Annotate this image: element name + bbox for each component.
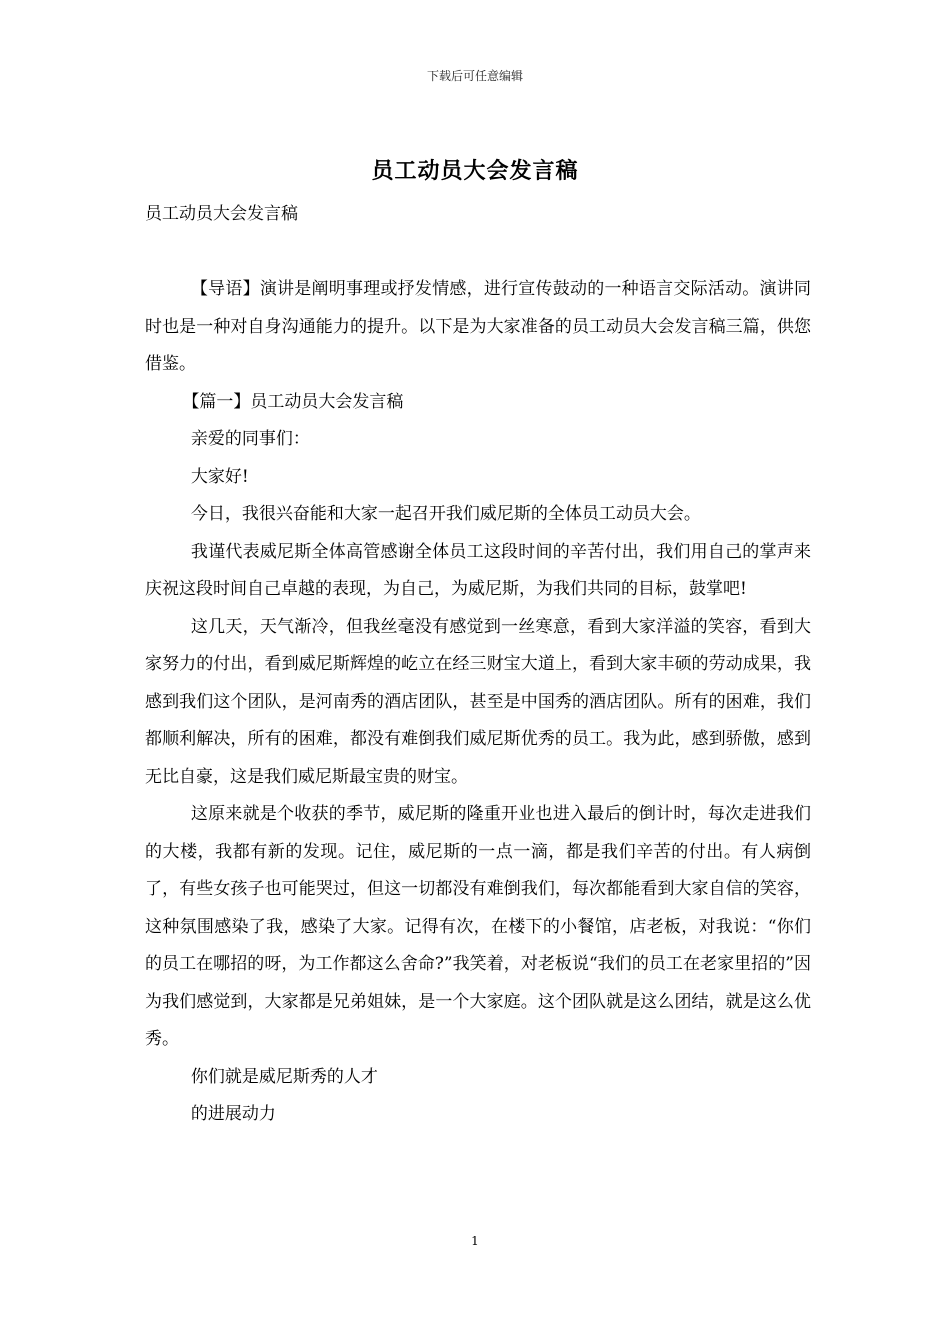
greeting: 大家好! (190, 466, 249, 487)
document-title: 员工动员大会发言稿 (371, 158, 579, 184)
body-paragraph: 我谨代表威尼斯全体高管感谢全体员工这段时间的辛苦付出，我们用自己的掌声来庆祝这段时间自己卓越的表现，为自己，为威尼斯，为我们共同的目标，鼓掌吧! (145, 541, 811, 599)
body-paragraph: 你们就是威尼斯秀的人才 (190, 1066, 378, 1087)
page-header: 下载后可任意编辑 (426, 69, 523, 83)
intro-paragraph: 【导语】演讲是阐明事理或抒发情感，进行宣传鼓动的一种语言交际活动。演讲同时也是一种对自身沟通能力的提升。以下是为大家准备的员工动员大会发言稿三篇，供您借鉴。 (145, 279, 811, 374)
body-paragraph: 这原来就是个收获的季节，威尼斯的隆重开业也进入最后的倒计时，每次走进我们的大楼，我都有新的发现。记住，威尼斯的一点一滴，都是我们辛苦的付出。有人病倒了，有些女孩子也可能哭过，但这一切都没有难倒我们，每次都能看到大家自信的笑容，这种氛围感染了我，感染了大家。记得有次，在楼下的小餐馆，店老板，对我说：“你们的员工在哪招的呀，为工作都这么舍命?”我笑着，对老板说“我们的员工在老家里招的”因为我们感觉到，大家都是兄弟姐妹，是一个大家庭。这个团队就是这么团结，就是这么优秀。 (145, 804, 811, 1049)
blank-line (145, 234, 811, 272)
salutation: 亲爱的同事们： (190, 429, 310, 449)
document-body (145, 196, 811, 1134)
section-heading: 【篇一】员工动员大会发言稿 (182, 391, 404, 412)
body-paragraph: 这几天，天气渐冷，但我丝毫没有感觉到一丝寒意，看到大家洋溢的笑容，看到大家努力的付出，看到威尼斯辉煌的屹立在经三财宝大道上，看到大家丰硕的劳动成果，我感到我们这个团队，是河南秀的酒店团队，甚至是中国秀的酒店团队。所有的困难，我们都顺利解决，所有的困难，都没有难倒我们威尼斯优秀的员工。我为此，感到骄傲，感到无比自豪，这是我们威尼斯最宝贵的财宝。 (145, 616, 811, 787)
body-paragraph: 今日，我很兴奋能和大家一起召开我们威尼斯的全体员工动员大会。 (190, 504, 701, 524)
body-paragraph: 的进展动力 (190, 1104, 276, 1124)
page-number: 1 (471, 1234, 479, 1248)
document-subtitle: 员工动员大会发言稿 (145, 204, 298, 224)
